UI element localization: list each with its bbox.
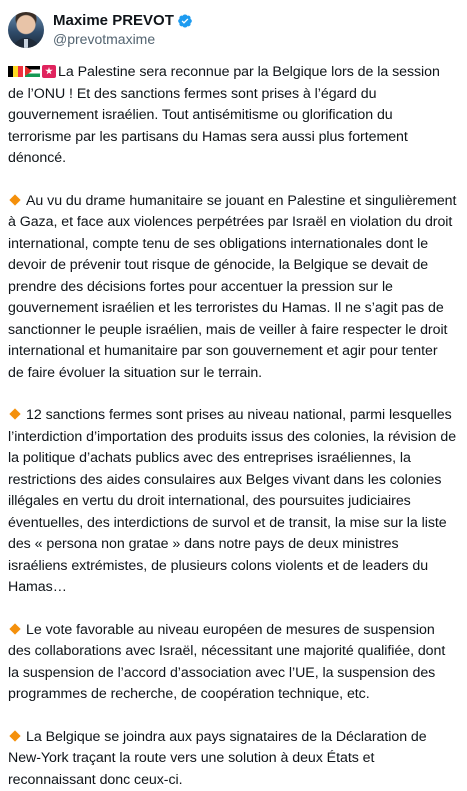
display-name-row [53,12,193,30]
orange-diamond-icon [9,408,20,419]
bullet-text-3: Le vote favorable au niveau européen de mesures de suspension des collaborations avec Israël, nécessitant une majorité qualifiée, dont la suspension de l’accord d’association avec l’UE, la suspension des programmes de recherche, de coopération technique, etc. [8,622,445,703]
alert-badge-icon [42,65,56,78]
orange-diamond-icon [9,730,20,741]
palestine-flag-icon [25,66,40,77]
author-names [53,12,193,48]
bullet-text-2: 12 sanctions fermes sont prises au niveau national, parmi lesquelles l’interdiction d’importation des produits issus des colonies, la révision de la politique d’achats publics avec des entreprises israéliennes, la restrictions des aides consulaires aux Belges vivant dans les colonies illégales en vertu du droit international, des poursuites judiciaires éventuelles, des interdictions de survol et de transit, la mise sur la liste des « persona non gratae » dans notre pays de deux ministres israéliens extrémistes, de plusieurs colons violents et de leaders du Hamas… [8,407,456,595]
tweet-text [8,62,457,791]
bullet-text-1: Au vu du drame humanitaire se jouant en Palestine et singulièrement à Gaza, et face aux violences perpétrées par Israël en violation du droit international, compte tenu de ses obligations internationales dont le devoir de prévenir tout risque de génocide, la Belgique se devait de prendre des décisions fortes pour accentuer la pression sur le gouvernement israélien et les terroristes du Hamas. Il ne s’agit pas de sanctionner le peuple israélien, mais de veiller à faire respecter le droit international et humanitaire par son gouvernement et agir pour tenter de faire évoluer la situation sur le terrain. [8,193,456,381]
bullet-paragraph-1 [8,191,457,385]
bullet-text-4: La Belgique se joindra aux pays signataires de la Déclaration de New-York traçant la route vers une solution à deux États et reconnaissant donc ceux-ci. [8,729,427,788]
orange-diamond-icon [9,623,20,634]
intro-text: La Palestine sera reconnue par la Belgique lors de la session de l’ONU ! Et des sanctions fermes sont prises à l’égard du gouvernement israélien. Tout antisémitisme ou glorification du terrorisme par les partisans du Hamas sera aussi plus fortement dénoncé. [8,64,440,166]
handle[interactable]: @prevotmaxime [53,30,193,48]
orange-diamond-icon [9,194,20,205]
display-name[interactable]: Maxime PREVOT [53,12,174,30]
bullet-paragraph-3 [8,620,457,706]
verified-badge-icon [177,13,193,29]
belgium-flag-icon [8,66,23,77]
bullet-paragraph-4 [8,727,457,791]
intro-paragraph [8,62,457,170]
avatar[interactable] [8,12,44,48]
avatar-collar [24,39,28,48]
bullet-paragraph-2 [8,405,457,599]
tweet-header [8,10,457,50]
